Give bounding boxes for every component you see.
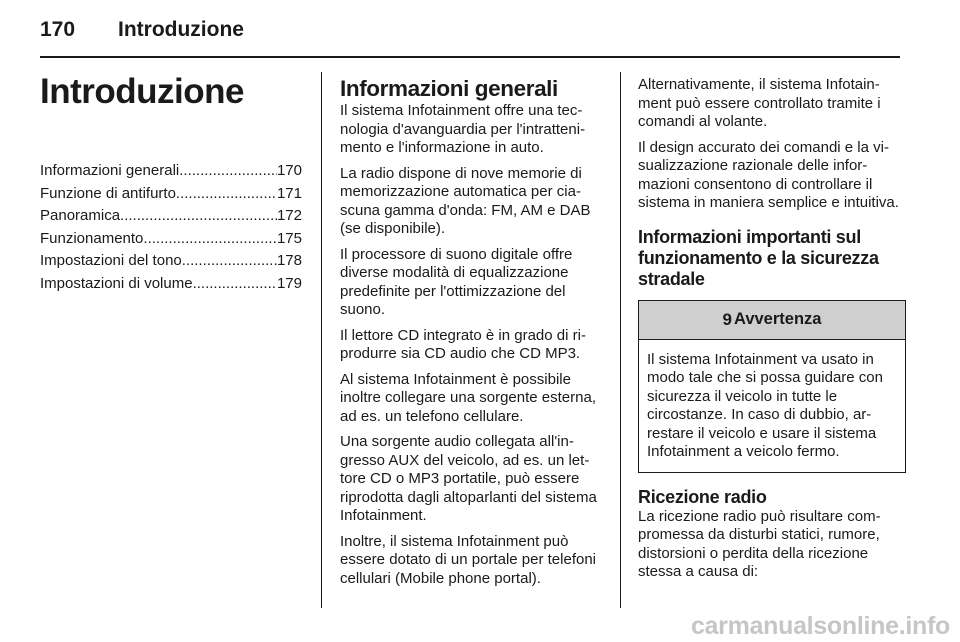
header-rule: [40, 56, 900, 58]
toc-page: 179: [276, 274, 302, 292]
toc-page: 170: [276, 162, 302, 179]
column-divider-left: [321, 72, 322, 608]
warning-body: [639, 340, 905, 472]
toc-leader: [143, 228, 277, 251]
warning-triangle-icon: 9: [722, 309, 733, 329]
toc-entry[interactable]: [40, 205, 302, 228]
body-paragraph: Alternativamente, il sistema Infotainment può essere controllato tramite i comandi al volante.: [638, 76, 881, 130]
safety-heading: Informazioni importanti sul funzionamento e la sicurezza stradale: [638, 226, 879, 289]
toc-leader: [179, 160, 277, 183]
toc-leader: [182, 250, 277, 273]
chapter-title: Introduzione: [40, 72, 244, 111]
toc-label: Impostazioni del tono: [40, 252, 182, 269]
toc-leader: [176, 183, 277, 206]
toc-entry[interactable]: [40, 228, 302, 251]
safety-column: [638, 76, 906, 589]
watermark: carmanualsonline.info: [690, 612, 950, 640]
toc-entry[interactable]: [40, 273, 302, 296]
toc-page: 171: [276, 184, 302, 202]
section-heading: Informazioni generali: [340, 76, 558, 101]
running-title: Introduzione: [118, 18, 244, 41]
body-paragraph: Il design accurato dei comandi e la visualizzazione razionale delle informazioni consentono di controllare il sistema in maniera semplice e intuitiva.: [638, 138, 899, 211]
general-info-column: [340, 76, 608, 595]
toc-label: Informazioni generali: [40, 162, 180, 179]
radio-heading: Ricezione radio: [638, 486, 767, 507]
toc-entry[interactable]: [40, 183, 302, 206]
body-paragraph: Il sistema Infotainment offre una tecnologia d'avanguardia per l'intrattenimento e l'informazione in auto.: [340, 102, 586, 156]
toc-entry[interactable]: [40, 160, 302, 183]
page-header: [40, 18, 920, 48]
body-paragraph: La ricezione radio può risultare compromessa da disturbi statici, rumore, distorsioni o perdita della ricezione stessa a causa di:: [638, 507, 881, 580]
toc-page: 178: [276, 252, 302, 269]
toc-label: Panoramica: [40, 207, 121, 224]
toc-page: 175: [276, 229, 302, 247]
warning-box: [638, 300, 906, 473]
toc-label: Impostazioni di volume: [40, 274, 193, 292]
toc-page: 172: [276, 207, 302, 224]
body-paragraph: Al sistema Infotainment è possibile inoltre collegare una sorgente esterna, ad es. un telefono cellulare.: [340, 370, 596, 425]
body-paragraph: Il processore di suono digitale offre diverse modalità di equalizzazione predefinite per l'ottimizzazione del suono.: [340, 245, 573, 318]
chapter-column: [40, 68, 302, 295]
toc-label: Funzione di antifurto: [40, 184, 176, 202]
toc-leader: [120, 205, 277, 228]
toc-label: Funzionamento: [40, 229, 144, 247]
body-paragraph: Una sorgente audio collegata all'ingresso AUX del veicolo, ad es. un lettore CD o MP3 portatile, può essere riprodotta dagli altoparlanti del sistema Infotainment.: [340, 433, 597, 524]
column-divider-right: [620, 72, 621, 608]
warning-header: [639, 301, 905, 340]
body-paragraph: Inoltre, il sistema Infotainment può essere dotato di un portale per telefoni cellulari (Mobile phone portal).: [340, 532, 597, 587]
page-number: 170: [40, 18, 76, 41]
table-of-contents: [40, 160, 302, 295]
toc-leader: [193, 273, 277, 296]
warning-title: Avvertenza: [734, 310, 822, 328]
body-paragraph: Il lettore CD integrato è in grado di riprodurre sia CD audio che CD MP3.: [340, 326, 586, 362]
toc-entry[interactable]: [40, 250, 302, 273]
body-paragraph: La radio dispone di nove memorie di memorizzazione automatica per ciascuna gamma d'onda: FM, AM e DAB (se disponibile).: [340, 164, 591, 237]
warning-text: Il sistema Infotainment va usato in modo tale che si possa guidare con sicurezza il veicolo in tutte le circostanze. In caso di dubbio, arrestare il veicolo e usare il sistema Infotainment a veicolo fermo.: [647, 350, 883, 460]
